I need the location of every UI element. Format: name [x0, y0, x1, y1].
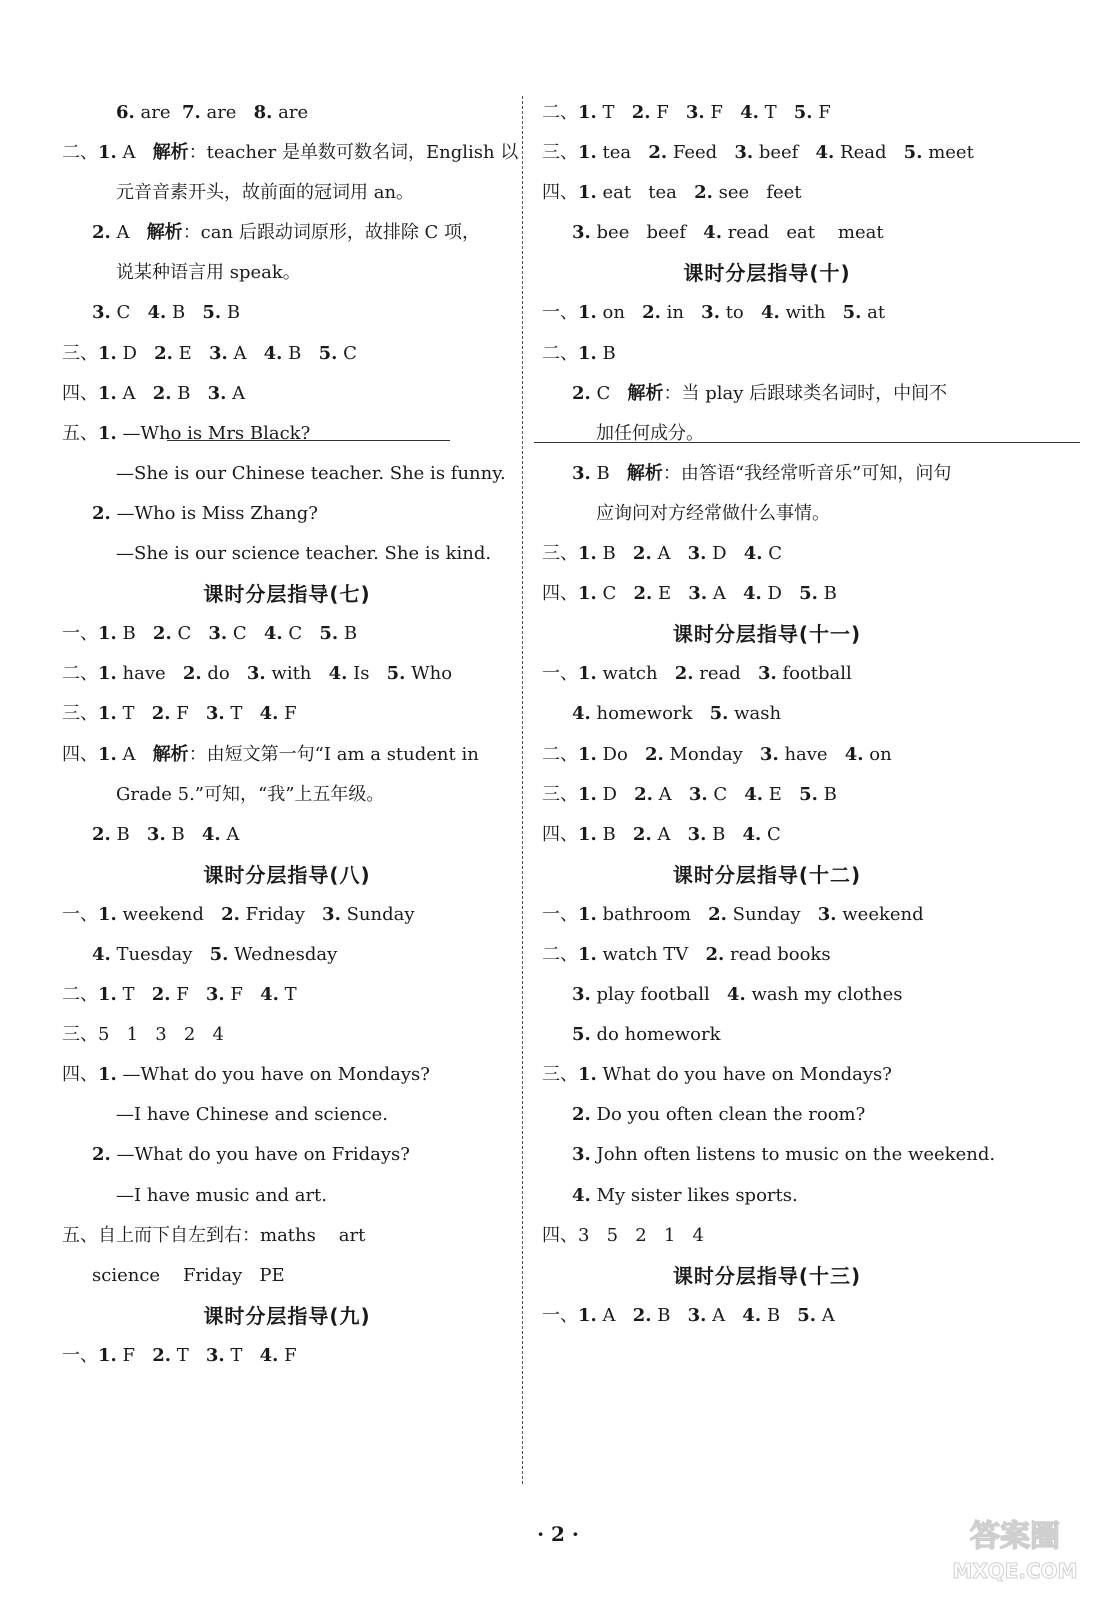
answer-line: —She is our science teacher. She is kind.	[116, 543, 492, 565]
answer-line: 一、1. bathroom 2. Sunday 3. weekend	[542, 903, 924, 925]
answer-line: 四、1. C 2. E 3. A 4. D 5. B	[542, 583, 837, 605]
answer-line: science Friday PE	[92, 1264, 285, 1286]
answer-line: 二、1. B	[542, 342, 616, 364]
answer-line: 四、1. —What do you have on Mondays?	[62, 1064, 430, 1086]
watermark-url: MXQE.COM	[952, 1559, 1078, 1583]
answer-line: 四、1. eat tea 2. see feet	[542, 182, 802, 204]
underline-rule	[534, 442, 1080, 443]
left-column	[62, 93, 519, 1376]
answer-line: 二、1. watch TV 2. read books	[542, 943, 831, 965]
right-column	[542, 93, 996, 1336]
answer-line: —I have Chinese and science.	[116, 1104, 389, 1126]
answer-line: 3. play football 4. wash my clothes	[572, 984, 903, 1006]
answer-line: 一、1. watch 2. read 3. football	[542, 663, 852, 685]
answer-line: —I have music and art.	[116, 1184, 328, 1206]
answer-line: 三、1. tea 2. Feed 3. beef 4. Read 5. meet	[542, 142, 974, 164]
answer-line: 2. A 解析：can 后跟动词原形，故排除 C 项，	[92, 222, 481, 244]
answer-line: 应询问对方经常做什么事情。	[596, 502, 830, 524]
answer-line: Grade 5.”可知，“我”上五年级。	[116, 783, 385, 805]
answer-line: 3. John often listens to music on the weekend.	[572, 1144, 996, 1166]
answer-line: 二、1. Do 2. Monday 3. have 4. on	[542, 743, 892, 765]
answer-line: 二、1. A 解析：teacher 是单数可数名词，English 以	[62, 142, 519, 164]
section-heading: 课时分层指导(十三)	[672, 1263, 862, 1288]
answer-line: 三、1. D 2. E 3. A 4. B 5. C	[62, 342, 357, 364]
answer-line: 五、1. —Who is Mrs Black?	[62, 422, 311, 444]
answer-line: 4. My sister likes sports.	[572, 1184, 798, 1206]
answer-line: 说某种语言用 speak。	[116, 262, 301, 284]
page-number: · 2 ·	[537, 1522, 579, 1546]
answer-line: 一、1. A 2. B 3. A 4. B 5. A	[542, 1304, 835, 1326]
answer-line: 三、5 1 3 2 4	[62, 1024, 224, 1046]
answer-line: 二、1. T 2. F 3. F 4. T	[62, 984, 297, 1006]
section-heading: 课时分层指导(八)	[203, 862, 371, 887]
section-heading: 课时分层指导(十一)	[672, 622, 862, 647]
section-heading: 课时分层指导(九)	[203, 1303, 371, 1328]
answer-line: 三、1. B 2. A 3. D 4. C	[542, 543, 783, 565]
answer-line: 5. do homework	[572, 1024, 721, 1046]
answer-line: 3. B 解析：由答语“我经常听音乐”可知，问句	[572, 462, 952, 484]
answer-line: 三、1. T 2. F 3. T 4. F	[62, 703, 297, 725]
answer-line: 二、1. have 2. do 3. with 4. Is 5. Who	[62, 663, 453, 685]
section-heading: 课时分层指导(十二)	[672, 862, 862, 887]
answer-line: 四、1. A 2. B 3. A	[62, 382, 246, 404]
answer-line: 一、1. weekend 2. Friday 3. Sunday	[62, 903, 415, 925]
underline-rule	[167, 440, 450, 441]
answer-line: 四、1. A 解析：由短文第一句“I am a student in	[62, 743, 479, 765]
watermark-logo	[940, 1510, 1090, 1586]
answer-line: 五、自上而下自左到右：maths art	[62, 1224, 366, 1246]
answer-line: 加任何成分。	[596, 422, 704, 444]
answer-line: 元音音素开头，故前面的冠词用 an。	[116, 182, 415, 204]
section-heading: 课时分层指导(七)	[203, 582, 371, 607]
answer-line: —She is our Chinese teacher. She is funny.	[116, 462, 506, 484]
answer-line: 一、1. B 2. C 3. C 4. C 5. B	[62, 623, 358, 645]
answer-line: 三、1. What do you have on Mondays?	[542, 1064, 892, 1086]
answer-line: 一、1. on 2. in 3. to 4. with 5. at	[542, 302, 886, 324]
answer-line: 4. Tuesday 5. Wednesday	[92, 943, 338, 965]
answer-line: 一、1. F 2. T 3. T 4. F	[62, 1344, 297, 1366]
answer-line: 四、3 5 2 1 4	[542, 1224, 704, 1246]
answer-line: 2. Do you often clean the room?	[572, 1104, 866, 1126]
answer-line: 2. —What do you have on Fridays?	[92, 1144, 410, 1166]
answer-line: 3. bee beef 4. read eat meat	[572, 222, 884, 244]
answer-line: 四、1. B 2. A 3. B 4. C	[542, 823, 781, 845]
answer-line: 2. C 解析：当 play 后跟球类名词时，中间不	[572, 382, 948, 404]
answer-line: 三、1. D 2. A 3. C 4. E 5. B	[542, 783, 837, 805]
answer-line: 2. B 3. B 4. A	[92, 823, 240, 845]
answer-line: 4. homework 5. wash	[572, 703, 782, 725]
watermark-text: 答案圈	[970, 1519, 1060, 1554]
column-divider	[522, 96, 523, 1484]
answer-line: 6. are 7. are 8. are	[116, 102, 309, 123]
answer-line: 二、1. T 2. F 3. F 4. T 5. F	[542, 102, 831, 123]
answer-line: 2. —Who is Miss Zhang?	[92, 502, 318, 524]
section-heading: 课时分层指导(十)	[683, 261, 851, 286]
answer-line: 3. C 4. B 5. B	[92, 302, 241, 324]
